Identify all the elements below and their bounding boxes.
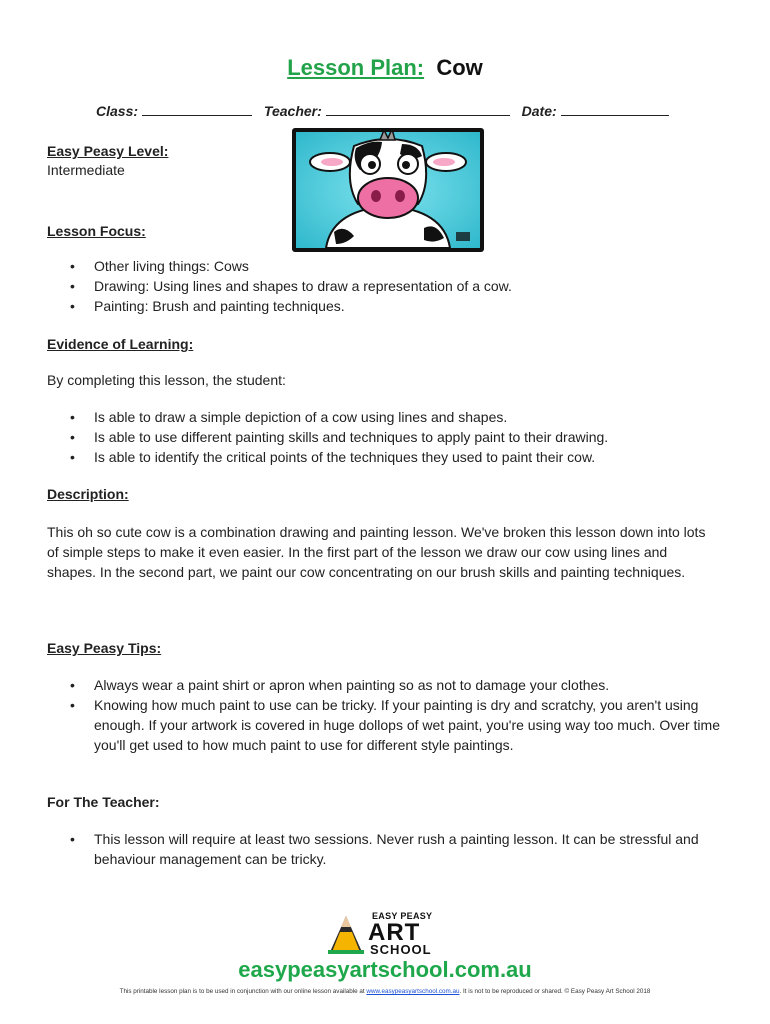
focus-list [47,256,727,316]
list-item: • Drawing: Using lines and shapes to draw a representation of a cow. [47,276,727,296]
list-item: • Always wear a paint shirt or apron when painting so as not to damage your clothes. [47,675,727,695]
tips-heading: Easy Peasy Tips: [47,640,162,656]
evidence-intro: By completing this lesson, the student: [47,372,286,388]
teacher-label: Teacher: [263,103,322,119]
teacher-heading: For The Teacher: [47,794,160,810]
logo-line2: ART [368,919,421,946]
level-heading: Easy Peasy Level: [47,143,169,159]
date-label: Date: [521,103,557,119]
footer-text-before: This printable lesson plan is to be used in conjunction with our online lesson available at [119,988,365,995]
evidence-list [47,407,727,467]
footer-note [0,988,770,995]
class-blank[interactable] [142,103,252,116]
evidence-heading: Evidence of Learning: [47,336,194,352]
list-item: • Is able to draw a simple depiction of a cow using lines and shapes. [47,407,727,427]
list-item: • Knowing how much paint to use can be tricky. If your painting is dry and scratchy, you aren't using enough. If your artwork is covered in huge dollops of wet paint, you're using way too much. Over time you'll get used to how much paint to use for different style paintings. [47,695,727,755]
tips-list [47,675,727,755]
cow-painting [296,132,480,248]
list-item: • Is able to identify the critical points of the techniques they used to paint their cow. [47,447,727,467]
footer-text-after: . It is not to be reproduced or shared. © Easy Peasy Art School 2018 [459,988,651,995]
teacher-blank[interactable] [326,103,510,116]
date-blank[interactable] [561,103,669,116]
list-item: • Is able to use different painting skills and techniques to apply paint to their drawing. [47,427,727,447]
footer-link[interactable]: www.easypeasyartschool.com.au [366,988,460,995]
list-item: • This lesson will require at least two sessions. Never rush a painting lesson. It can be stressful and behaviour management can be tricky. [47,829,727,869]
logo-line3: SCHOOL [370,942,432,957]
page-title [0,55,770,81]
class-label: Class: [96,103,139,119]
cow-illustration [292,128,484,252]
focus-heading: Lesson Focus: [47,223,146,239]
header-fields [96,103,677,119]
teacher-list [47,829,727,869]
website-url[interactable]: easypeasyartschool.com.au [238,957,532,982]
lesson-topic: Cow [436,55,483,80]
list-item: • Other living things: Cows [47,256,727,276]
lesson-plan-label: Lesson Plan: [287,55,425,80]
description-text: This oh so cute cow is a combination drawing and painting lesson. We've broken this lesson down into lots of simple steps to make it even easier. In the first part of the lesson we draw our cow using lines and shapes. In the second part, we paint our cow concentrating on our brush skills and painting techniques. [47,524,706,580]
list-item: • Painting: Brush and painting techniques. [47,296,727,316]
level-value: Intermediate [47,162,125,178]
description-heading: Description: [47,486,129,502]
logo-line1: EASY PEASY [372,911,433,921]
